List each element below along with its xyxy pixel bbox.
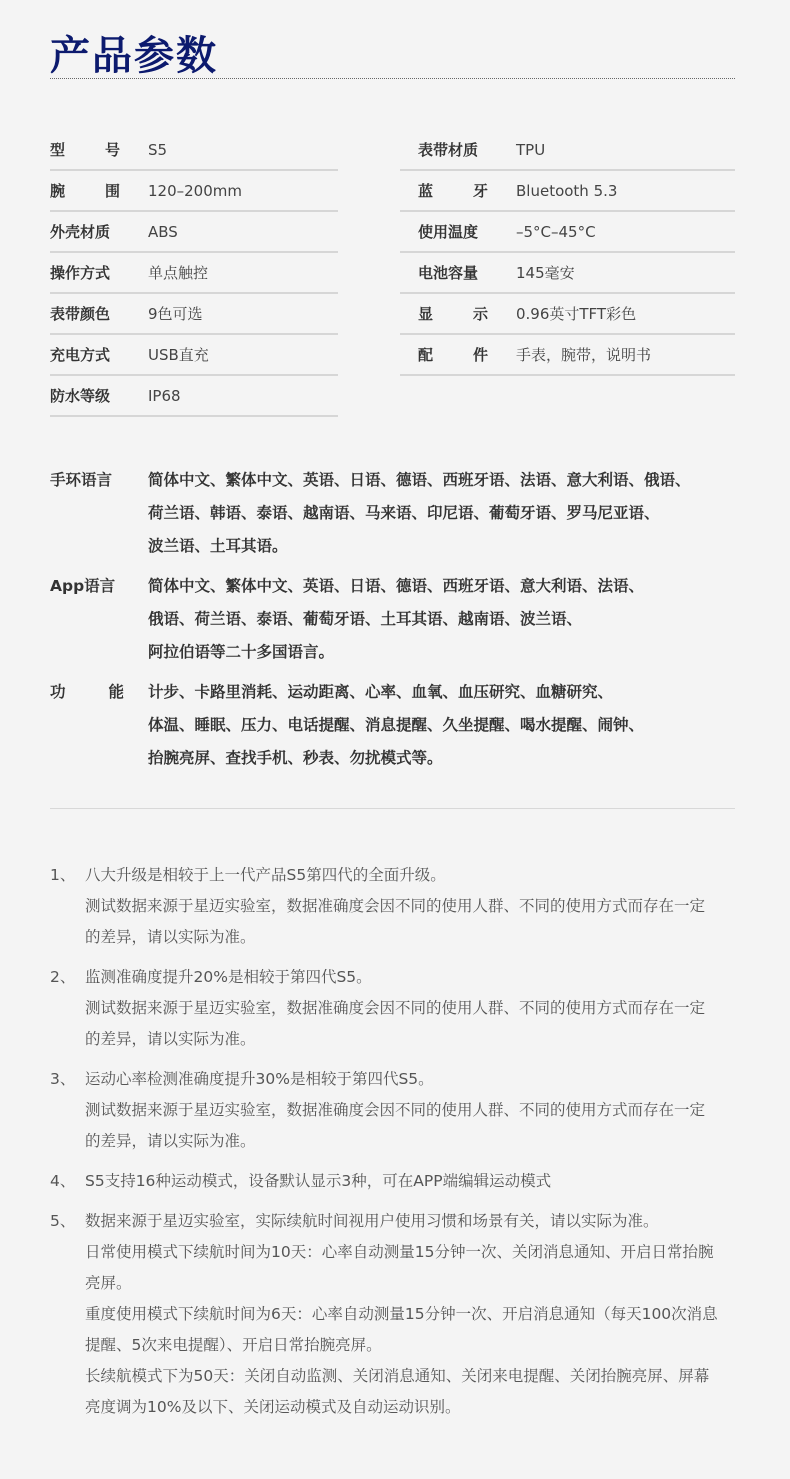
note-line: 数据来源于星迈实验室，实际续航时间视用户使用习惯和场景有关，请以实际为准。 [85, 1212, 659, 1230]
note-line: 提醒、5次来电提醒）、开启日常抬腕亮屏。 [85, 1336, 382, 1354]
spec-value: S5 [148, 140, 168, 159]
spec-value: 120–200mm [148, 181, 242, 200]
spec-value: 145毫安 [516, 264, 575, 282]
spec-label-char: 号 [104, 141, 120, 159]
note-line: 测试数据来源于星迈实验室，数据准确度会因不同的使用人群、不同的使用方式而存在一定 [85, 999, 706, 1017]
spec-label [50, 221, 120, 242]
feature-group [50, 570, 750, 669]
feature-line: 波兰语、土耳其语。 [148, 537, 288, 555]
spec-value: TPU [516, 140, 546, 159]
spec-row [50, 171, 338, 212]
spec-label [418, 221, 488, 242]
note-line: 长续航模式下为50天：关闭自动监测、关闭消息通知、关闭来电提醒、关闭抬腕亮屏、屏幕 [85, 1367, 710, 1385]
title-divider [50, 78, 735, 79]
note-item [50, 1166, 770, 1197]
feature-line: 抬腕亮屏、查找手机、秒表、勿扰模式等。 [148, 749, 443, 767]
spec-label [50, 139, 120, 160]
spec-label [50, 180, 120, 201]
spec-label-char: 牙 [472, 182, 488, 200]
spec-row [50, 294, 338, 335]
feature-value [148, 464, 691, 563]
note-item [50, 1206, 770, 1423]
spec-value: Bluetooth 5.3 [516, 181, 618, 200]
spec-value: 手表，腕带，说明书 [516, 346, 652, 364]
note-line: 重度使用模式下续航时间为6天：心率自动测量15分钟一次、开启消息通知（每天100次消息 [85, 1305, 718, 1323]
feature-label-part: 手环语言 [50, 471, 113, 489]
spec-label [418, 344, 488, 365]
note-line: 的差异，请以实际为准。 [85, 1030, 256, 1048]
spec-row [400, 294, 735, 335]
spec-row [50, 130, 338, 171]
spec-row [50, 335, 338, 376]
note-number: 3、 [50, 1070, 76, 1088]
spec-label-char: 充电方式 [50, 346, 111, 364]
note-line: 日常使用模式下续航时间为10天：心率自动测量15分钟一次、关闭消息通知、开启日常抬腕 [85, 1243, 714, 1261]
note-line: 测试数据来源于星迈实验室，数据准确度会因不同的使用人群、不同的使用方式而存在一定 [85, 1101, 706, 1119]
note-line: 亮屏。 [85, 1274, 132, 1292]
note-line: 的差异，请以实际为准。 [85, 1132, 256, 1150]
feature-line: 俄语、荷兰语、泰语、葡萄牙语、土耳其语、越南语、波兰语、 [148, 610, 583, 628]
note-number: 1、 [50, 866, 76, 884]
note-item [50, 1064, 770, 1157]
note-body [85, 962, 705, 1055]
spec-label [50, 262, 120, 283]
feature-label [50, 676, 148, 775]
spec-row [400, 171, 735, 212]
spec-row [400, 335, 735, 376]
spec-label-char: 件 [472, 346, 488, 364]
note-body [85, 1206, 718, 1423]
spec-label [418, 139, 488, 160]
notes-section [50, 860, 770, 1432]
note-item [50, 860, 770, 953]
spec-label-char: 腕 [50, 182, 66, 200]
spec-label-char: 电池容量 [418, 264, 479, 282]
features-section [50, 464, 750, 782]
feature-line: 阿拉伯语等二十多国语言。 [148, 643, 335, 661]
spec-row [50, 253, 338, 294]
feature-line: 荷兰语、韩语、泰语、越南语、马来语、印尼语、葡萄牙语、罗马尼亚语、 [148, 504, 660, 522]
spec-label-char: 显 [418, 305, 434, 323]
spec-row [400, 130, 735, 171]
spec-row [400, 212, 735, 253]
feature-group [50, 464, 750, 563]
note-line: 亮度调为10%及以下、关闭运动模式及自动运动识别。 [85, 1398, 461, 1416]
spec-value: 单点触控 [148, 264, 209, 282]
note-line: 的差异，请以实际为准。 [85, 928, 256, 946]
note-item [50, 962, 770, 1055]
spec-value: 9色可选 [148, 305, 203, 323]
spec-label [50, 385, 120, 406]
spec-label-char: 表带材质 [418, 141, 479, 159]
spec-label [418, 303, 488, 324]
spec-label [418, 180, 488, 201]
section-divider [50, 808, 735, 809]
note-body [85, 1064, 705, 1157]
feature-value [148, 570, 644, 669]
spec-label-char: 配 [418, 346, 434, 364]
spec-label-char: 型 [50, 141, 66, 159]
spec-label-char: 表带颜色 [50, 305, 111, 323]
specs-right-column [418, 130, 735, 376]
note-number: 2、 [50, 968, 76, 986]
spec-label [50, 303, 120, 324]
spec-label-char: 蓝 [418, 182, 434, 200]
spec-label-char: 围 [104, 182, 120, 200]
page-title: 产品参数 [50, 33, 218, 79]
spec-value: –5°C–45°C [516, 222, 596, 241]
feature-value [148, 676, 644, 775]
feature-label [50, 464, 148, 563]
spec-label-char: 防水等级 [50, 387, 111, 405]
note-line: 监测准确度提升20%是相较于第四代S5。 [85, 968, 372, 986]
note-number: 4、 [50, 1172, 76, 1190]
feature-line: 计步、卡路里消耗、运动距离、心率、血氧、血压研究、血糖研究、 [148, 683, 614, 701]
spec-row [50, 212, 338, 253]
note-body [85, 860, 705, 953]
spec-label-char: 外壳材质 [50, 223, 111, 241]
feature-label-part: App语言 [50, 577, 116, 595]
spec-label-char: 操作方式 [50, 264, 111, 282]
spec-value: IP68 [148, 386, 181, 405]
spec-row [400, 253, 735, 294]
spec-label [50, 344, 120, 365]
note-number: 5、 [50, 1212, 76, 1230]
specs-left-column [50, 130, 338, 417]
note-line: S5支持16种运动模式，设备默认显示3种，可在APP端编辑运动模式 [85, 1172, 552, 1190]
spec-value: 0.96英寸TFT彩色 [516, 305, 637, 323]
feature-label [50, 570, 148, 669]
note-line: 八大升级是相较于上一代产品S5第四代的全面升级。 [85, 866, 446, 884]
feature-group [50, 676, 750, 775]
spec-value: ABS [148, 222, 178, 241]
spec-label-char: 使用温度 [418, 223, 479, 241]
feature-label-part: 功 [50, 683, 66, 701]
note-body [85, 1166, 551, 1197]
spec-value: USB直充 [148, 346, 209, 364]
spec-label-char: 示 [472, 305, 488, 323]
spec-row [50, 376, 338, 417]
feature-line: 简体中文、繁体中文、英语、日语、德语、西班牙语、法语、意大利语、俄语、 [148, 471, 691, 489]
spec-label [418, 262, 488, 283]
feature-line: 体温、睡眠、压力、电话提醒、消息提醒、久坐提醒、喝水提醒、闹钟、 [148, 716, 645, 734]
note-line: 运动心率检测准确度提升30%是相较于第四代S5。 [85, 1070, 434, 1088]
feature-line: 简体中文、繁体中文、英语、日语、德语、西班牙语、意大利语、法语、 [148, 577, 645, 595]
note-line: 测试数据来源于星迈实验室，数据准确度会因不同的使用人群、不同的使用方式而存在一定 [85, 897, 706, 915]
feature-label-part: 能 [108, 683, 124, 701]
